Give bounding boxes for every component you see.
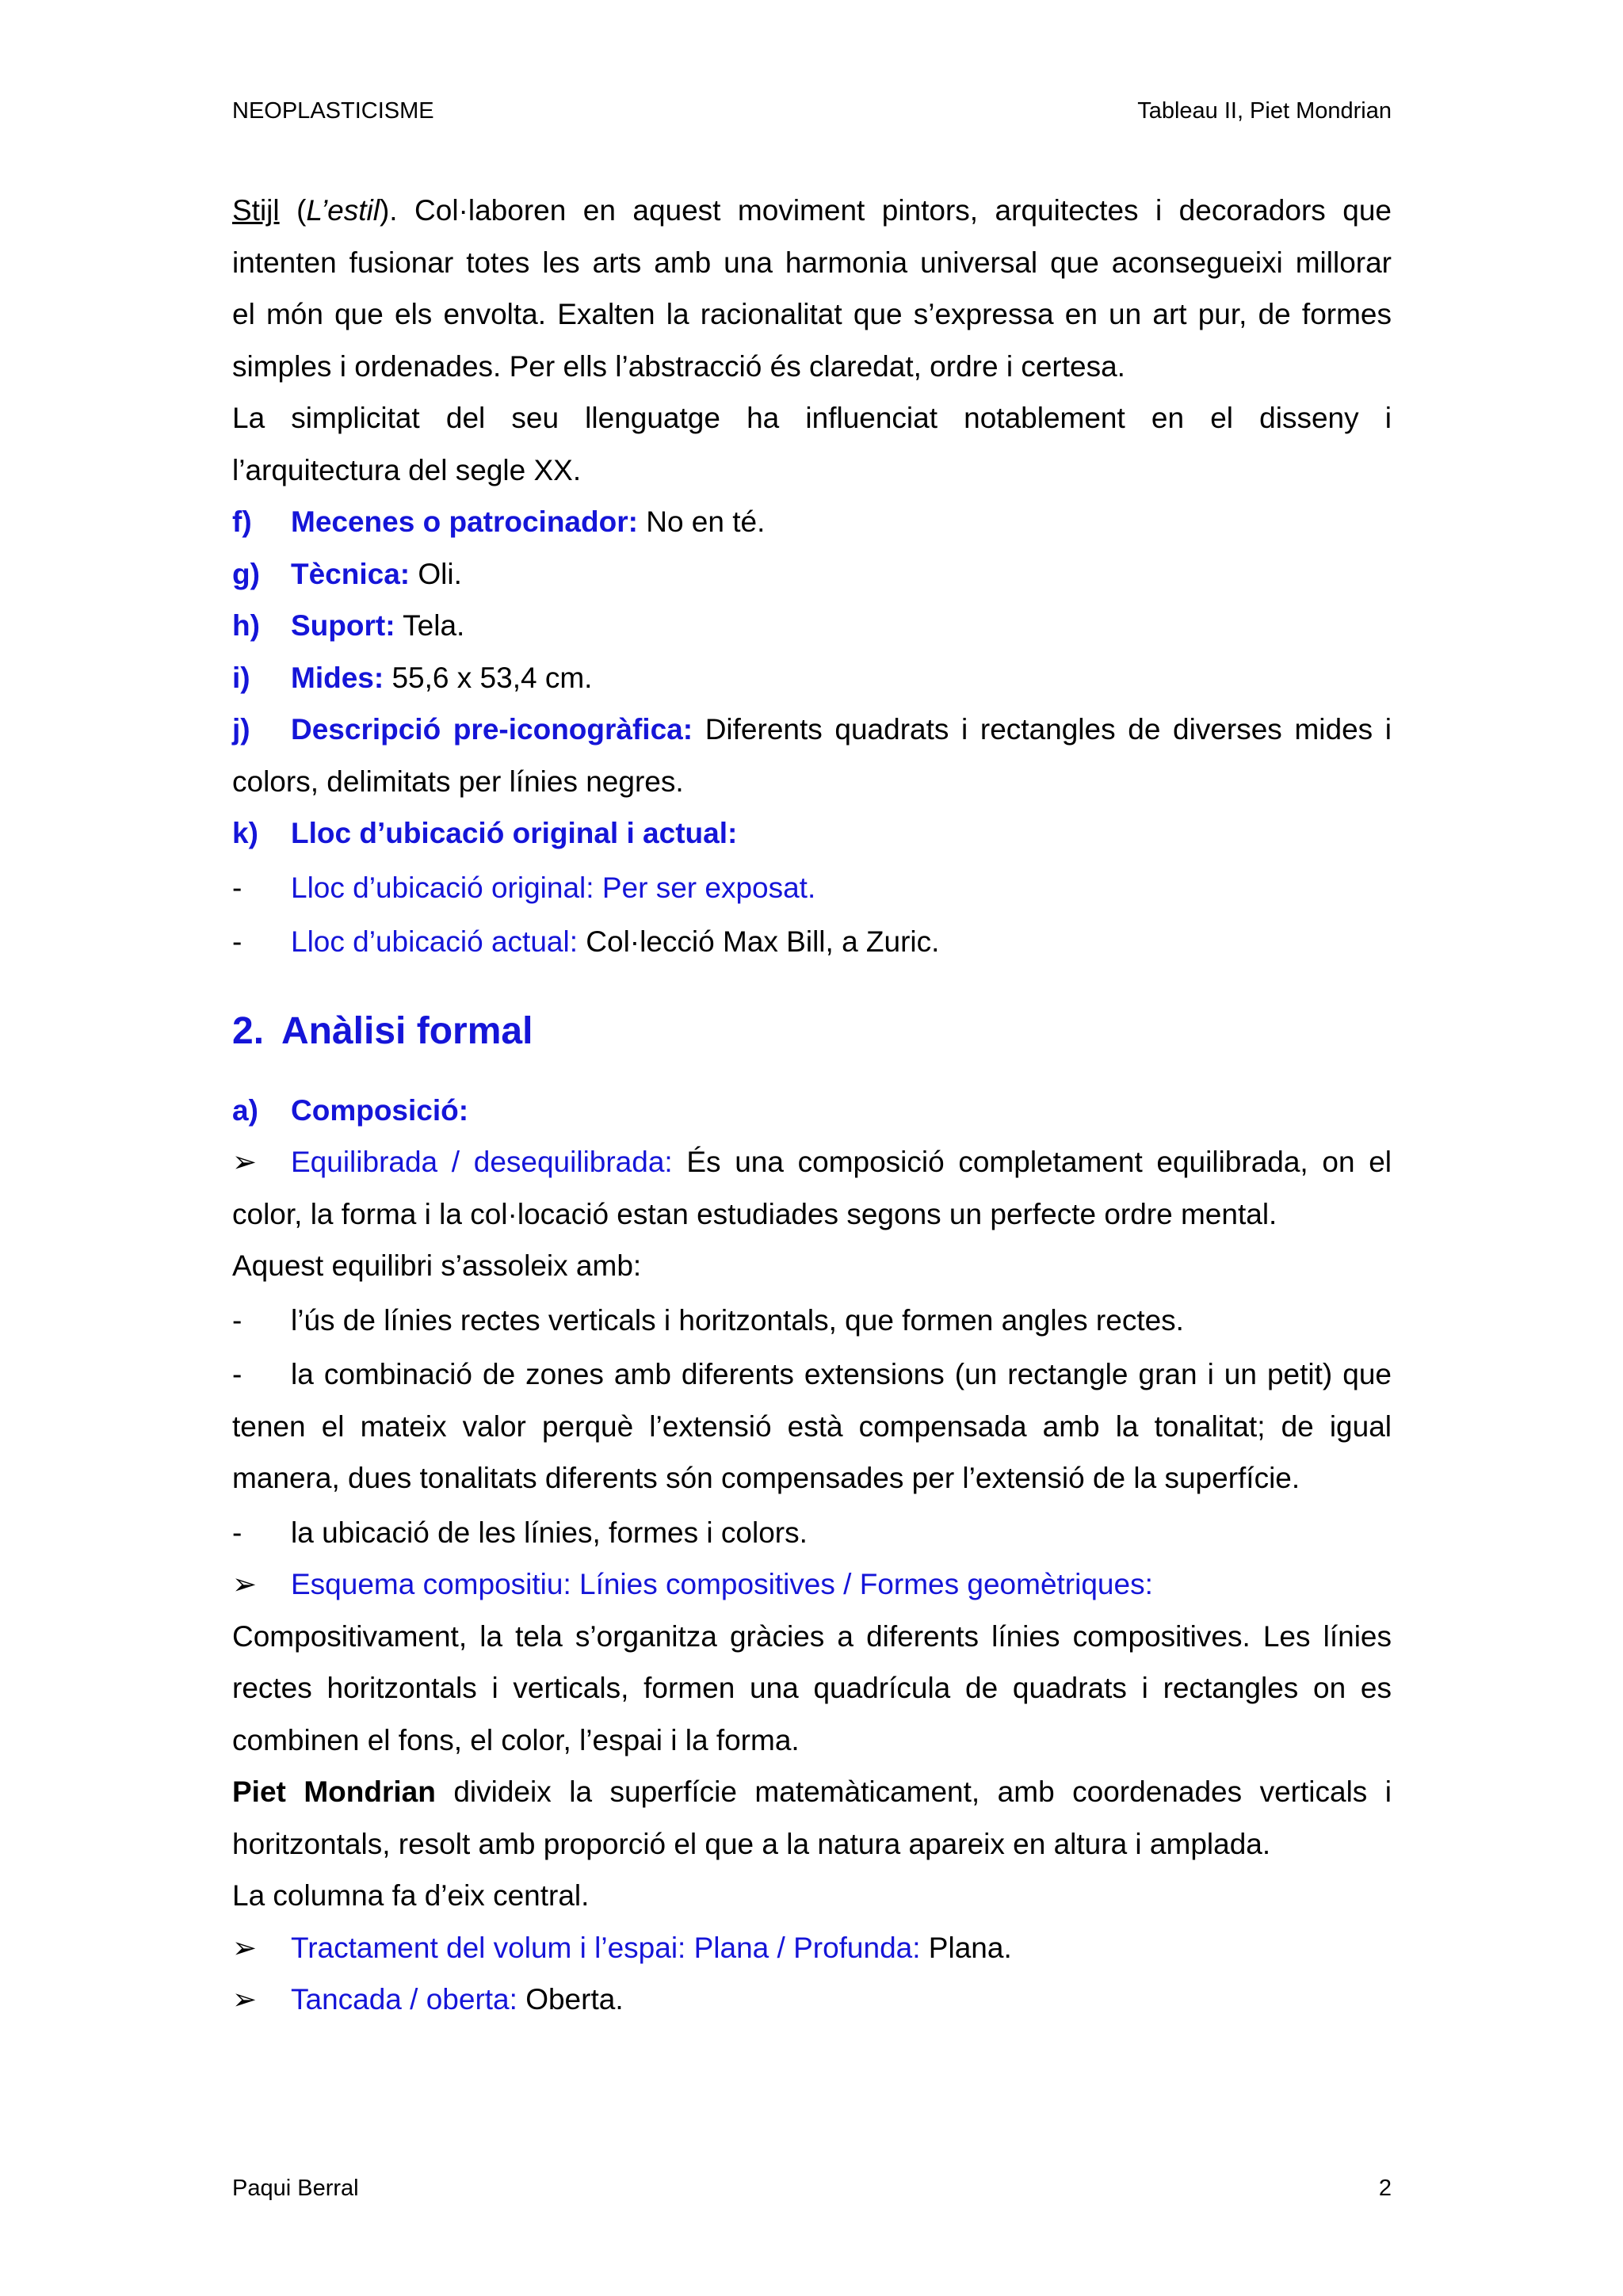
- eq-line-3: Aquest equilibri s’assoleix amb:: [232, 1249, 642, 1282]
- dash-item-2-line-3: manera, dues tonalitats diferents són compensades per l’extensió de la superfície.: [232, 1462, 1300, 1494]
- footer-author: Paqui Berral: [232, 2176, 359, 2201]
- intro-line-6: l’arquitectura del segle XX.: [232, 453, 582, 486]
- esquema-line-2: rectes horitzontals i verticals, formen una quadrícula de quadrats i rectangles on es: [232, 1672, 1392, 1704]
- esquema-line-1: Compositivament, la tela s’organitza gràcies a diferents línies compositives. Les línies: [232, 1619, 1392, 1653]
- item-k: k) Lloc d’ubicació original i actual:: [232, 817, 738, 849]
- arrow-bullet-icon: ➢: [232, 1568, 258, 1600]
- intro-line-5: La simplicitat del seu llenguatge ha influenciat notablement en el disseny i: [232, 402, 1392, 434]
- dash-bullet: -: [232, 1358, 242, 1390]
- esquema-line-3: combinen el fons, el color, l’espai i la forma.: [232, 1723, 800, 1756]
- item-k1: - Lloc d’ubicació original: Per ser exposat.: [232, 862, 1392, 914]
- section-2-heading: 2. Anàlisi formal: [232, 1009, 533, 1052]
- esquema-line-5: horitzontals, resolt amb proporció el que a la natura apareix en altura i amplada.: [232, 1827, 1271, 1860]
- item-k2: - Lloc d’ubicació actual: Col·lecció Max Bill, a Zuric.: [232, 916, 1392, 968]
- item-j-cont: colors, delimitats per línies negres.: [232, 765, 684, 798]
- dash-bullet: -: [232, 925, 242, 958]
- item-i: i) Mides: 55,6 x 53,4 cm.: [232, 661, 593, 694]
- dash-bullet: -: [232, 871, 242, 904]
- arrow-bullet-icon: ➢: [232, 1983, 258, 2016]
- esquema-heading: ➢ Esquema compositiu: Línies compositives / Formes geomètriques:: [232, 1558, 1392, 1611]
- intro-line-1: Stijl (L’estil). Col·laboren en aquest moviment pintors, arquitectes i decoradors que: [232, 194, 1392, 227]
- item-a: a) Composició:: [232, 1093, 469, 1127]
- tancada-item: ➢ Tancada / oberta: Oberta.: [232, 1974, 1392, 2026]
- arrow-bullet-icon: ➢: [232, 1931, 258, 1964]
- item-j: j) Descripció pre-iconogràfica: Diferents quadrats i rectangles de diverses mides i: [232, 713, 1392, 746]
- page-number: 2: [1378, 2176, 1392, 2201]
- document-body: [232, 185, 1392, 2026]
- item-h: h) Suport: Tela.: [232, 609, 465, 642]
- intro-line-3: el món que els envolta. Exalten la racionalitat que s’expressa en un art pur, de formes: [232, 298, 1392, 330]
- dash-item-3: - la ubicació de les línies, formes i colors.: [232, 1507, 1392, 1559]
- dash-bullet: -: [232, 1516, 242, 1549]
- dash-bullet: -: [232, 1303, 242, 1337]
- header-right: Tableau II, Piet Mondrian: [1137, 98, 1392, 124]
- item-f: f) Mecenes o patrocinador: No en té.: [232, 505, 766, 538]
- eq-line-2: color, la forma i la col·locació estan estudiades segons un perfecte ordre mental.: [232, 1197, 1277, 1230]
- arrow-bullet-icon: ➢: [232, 1146, 258, 1178]
- dash-item-2: - la combinació de zones amb diferents extensions (un rectangle gran i un petit) que: [232, 1348, 1392, 1401]
- esquema-line-4: Piet Mondrian divideix la superfície matemàticament, amb coordenades verticals i: [232, 1775, 1392, 1808]
- intro-line-2: intenten fusionar totes les arts amb una harmonia universal que aconsegueixi millorar: [232, 246, 1392, 279]
- artist-name: Piet Mondrian: [232, 1775, 436, 1808]
- stijl-term: Stijl: [232, 194, 280, 227]
- item-g: g) Tècnica: Oli.: [232, 557, 462, 590]
- dash-item-1: - l’ús de línies rectes verticals i horitzontals, que formen angles rectes.: [232, 1295, 1392, 1347]
- header-left: NEOPLASTICISME: [232, 98, 434, 124]
- estil-term: L’estil: [306, 194, 380, 227]
- eq-line-1: ➢ Equilibrada / desequilibrada: És una composició completament equilibrada, on el: [232, 1136, 1392, 1188]
- dash-item-2-line-2: tenen el mateix valor perquè l’extensió està compensada amb la tonalitat; de igual: [232, 1409, 1392, 1443]
- intro-line-4: simples i ordenades. Per ells l’abstracció és claredat, ordre i certesa.: [232, 349, 1125, 383]
- volum-item: ➢ Tractament del volum i l’espai: Plana / Profunda: Plana.: [232, 1922, 1392, 1974]
- esquema-line-6: La columna fa d’eix central.: [232, 1879, 590, 1912]
